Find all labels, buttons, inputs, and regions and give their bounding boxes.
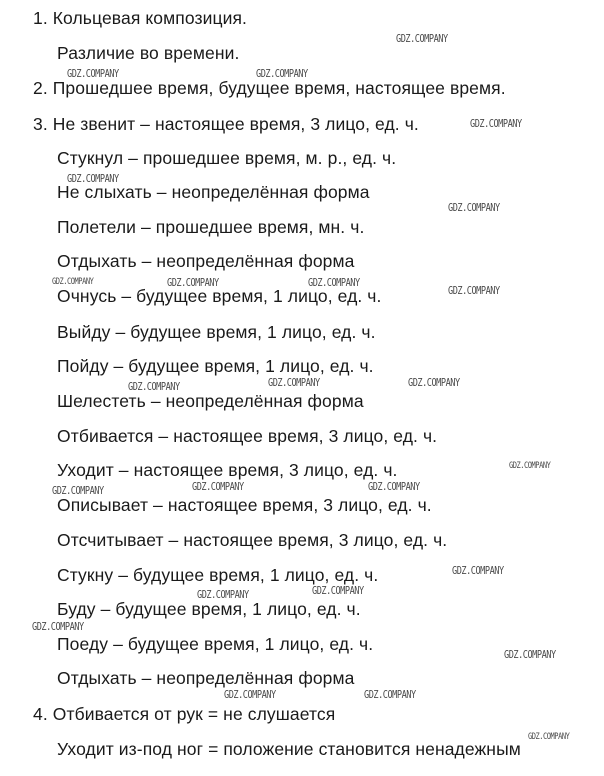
watermark: GDZ.COMPANY xyxy=(504,648,556,661)
answer-4-heading: 4. Отбивается от рук = не слушается xyxy=(33,704,336,724)
watermark: GDZ.COMPANY xyxy=(224,688,276,701)
answer-3-item: Отсчитывает – настоящее время, 3 лицо, ед. ч. xyxy=(57,530,448,550)
watermark: GDZ.COMPANY xyxy=(197,588,249,601)
watermark: GDZ.COMPANY xyxy=(448,284,500,297)
watermark: GDZ.COMPANY xyxy=(192,480,244,493)
answer-3-item: Буду – будущее время, 1 лицо, ед. ч. xyxy=(57,599,361,619)
answer-3-item: Не слыхать – неопределённая форма xyxy=(57,182,370,202)
watermark: GDZ.COMPANY xyxy=(448,201,500,214)
answer-3-item: Шелестеть – неопределённая форма xyxy=(57,391,364,411)
watermark: GDZ.COMPANY xyxy=(364,688,416,701)
answer-3-item: Стукнул – прошедшее время, м. р., ед. ч. xyxy=(57,148,397,168)
answer-3-item: Очнусь – будущее время, 1 лицо, ед. ч. xyxy=(57,286,382,306)
answer-2: 2. Прошедшее время, будущее время, настоящее время. xyxy=(33,78,506,98)
watermark: GDZ.COMPANY xyxy=(128,380,180,393)
answer-3-item: Уходит – настоящее время, 3 лицо, ед. ч. xyxy=(57,460,398,480)
watermark: GDZ.COMPANY xyxy=(268,376,320,389)
watermark: GDZ.COMPANY xyxy=(312,584,364,597)
answer-3-item: Стукну – будущее время, 1 лицо, ед. ч. xyxy=(57,565,379,585)
answer-1-detail: Различие во времени. xyxy=(57,43,240,63)
watermark: GDZ.COMPANY xyxy=(452,564,504,577)
watermark: GDZ.COMPANY xyxy=(67,67,119,80)
answer-3-item: Отбивается – настоящее время, 3 лицо, ед. ч. xyxy=(57,426,438,446)
watermark: GDZ.COMPANY xyxy=(52,484,104,497)
answer-3-item: Поеду – будущее время, 1 лицо, ед. ч. xyxy=(57,634,374,654)
watermark: GDZ.COMPANY xyxy=(396,32,448,45)
watermark: GDZ.COMPANY xyxy=(32,620,84,633)
watermark: GDZ.COMPANY xyxy=(408,376,460,389)
answer-3-item: Выйду – будущее время, 1 лицо, ед. ч. xyxy=(57,322,376,342)
watermark: GDZ.COMPANY xyxy=(528,732,570,742)
watermark: GDZ.COMPANY xyxy=(509,461,551,471)
watermark: GDZ.COMPANY xyxy=(52,277,94,287)
answer-3-item: Пойду – будущее время, 1 лицо, ед. ч. xyxy=(57,356,374,376)
watermark: GDZ.COMPANY xyxy=(256,67,308,80)
answer-3-item: Отдыхать – неопределённая форма xyxy=(57,251,355,271)
watermark: GDZ.COMPANY xyxy=(470,117,522,130)
answer-3-heading: 3. Не звенит – настоящее время, 3 лицо, ед. ч. xyxy=(33,114,419,134)
answer-3-item: Отдыхать – неопределённая форма xyxy=(57,668,355,688)
answer-4-detail: Уходит из-под ног = положение становится ненадежным xyxy=(57,739,521,759)
watermark: GDZ.COMPANY xyxy=(167,276,219,289)
answer-3-item: Описывает – настоящее время, 3 лицо, ед. ч. xyxy=(57,495,432,515)
watermark: GDZ.COMPANY xyxy=(67,172,119,185)
watermark: GDZ.COMPANY xyxy=(308,276,360,289)
watermark: GDZ.COMPANY xyxy=(368,480,420,493)
answer-3-item: Полетели – прошедшее время, мн. ч. xyxy=(57,217,365,237)
answer-1-heading: 1. Кольцевая композиция. xyxy=(33,8,248,28)
